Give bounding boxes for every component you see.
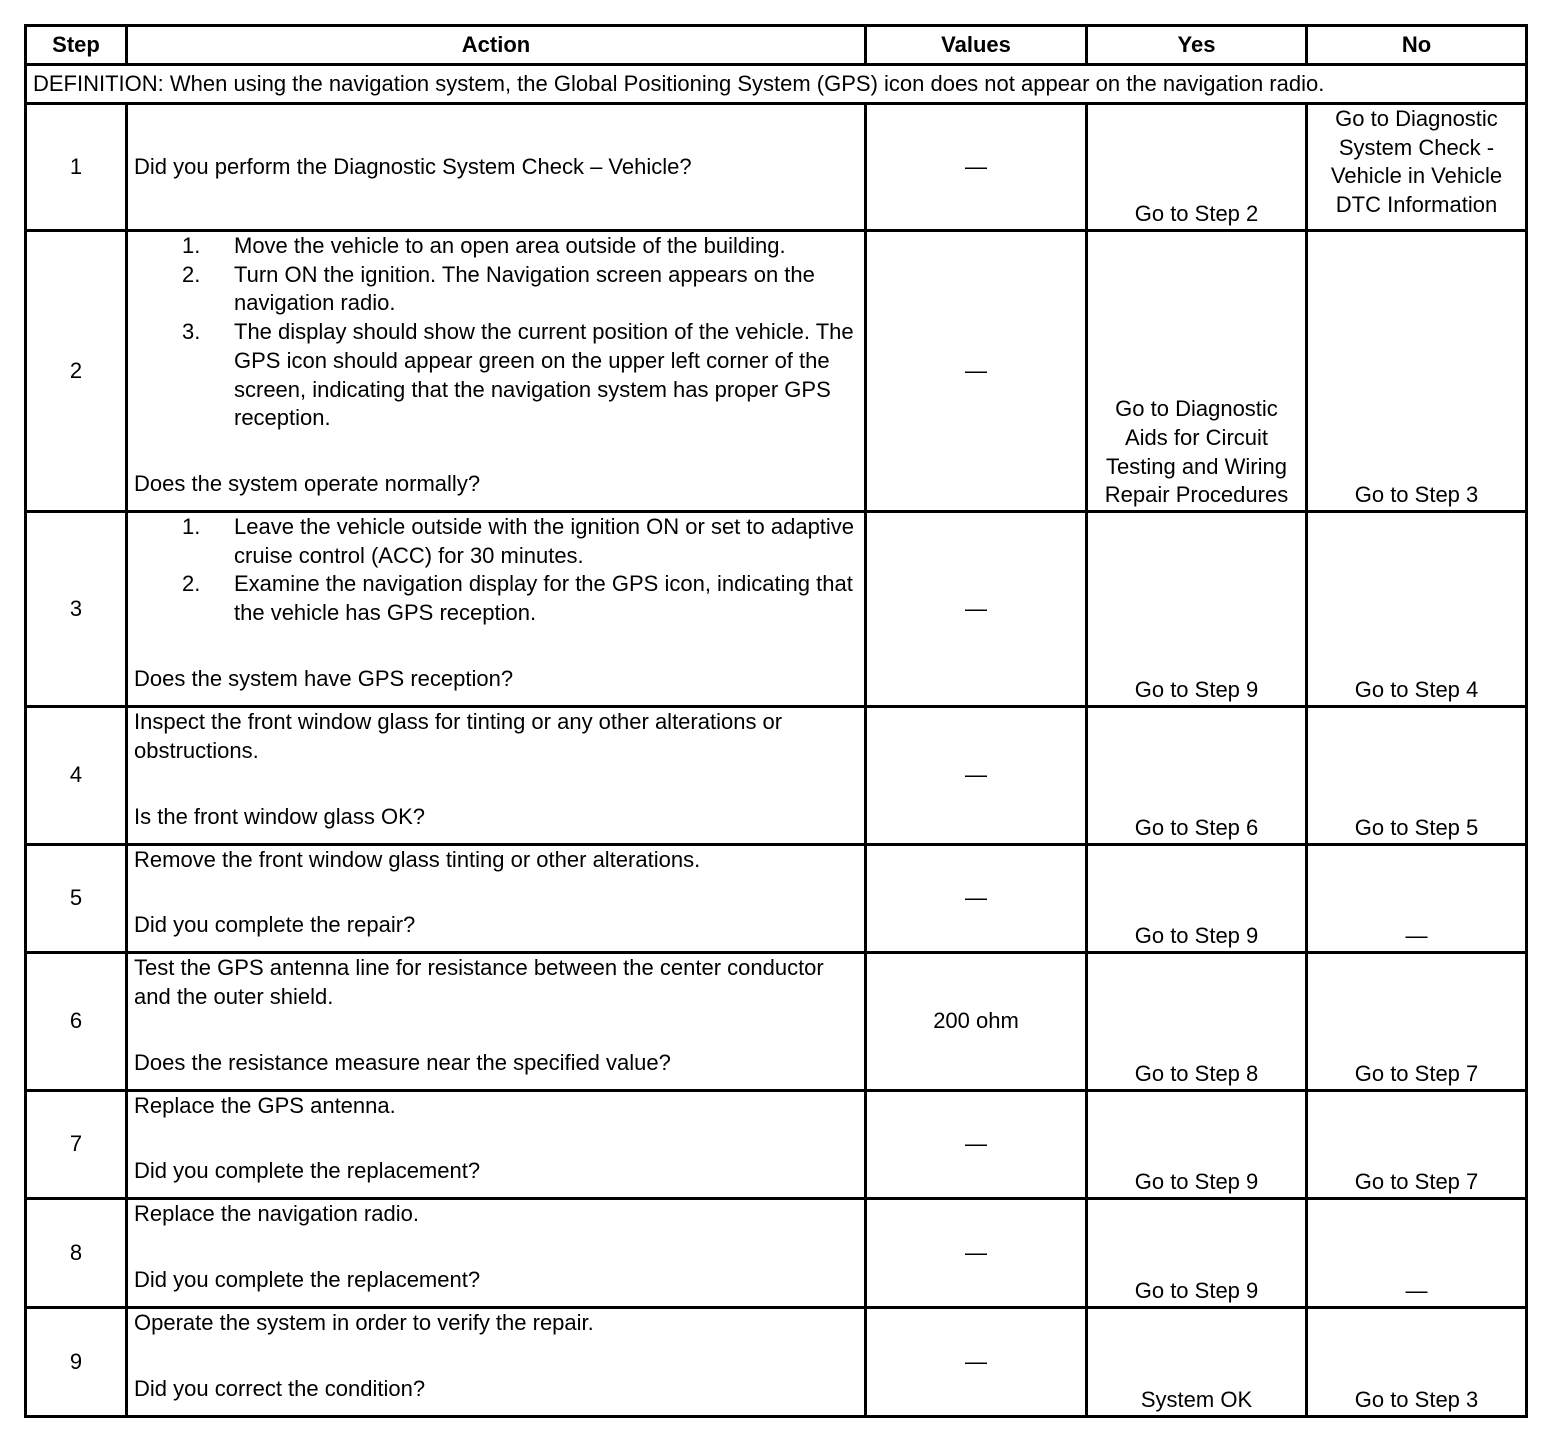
step-number: 5 [26,845,127,953]
substep-text: Leave the vehicle outside with the ignition ON or set to adaptive cruise control (ACC) for 30 minutes. [234,514,855,568]
step-number: 6 [26,953,127,1091]
yes-cell: Go to Step 9 [1087,512,1307,707]
action-cell [127,1308,866,1417]
substep-item [182,513,858,570]
no-cell: Go to Step 3 [1307,231,1527,512]
table-row [26,707,1527,845]
values-cell: — [866,1091,1087,1199]
values-cell: — [866,845,1087,953]
no-cell: — [1307,1199,1527,1308]
values-cell: — [866,231,1087,512]
yes-cell: System OK [1087,1308,1307,1417]
yes-cell: Go to Step 9 [1087,845,1307,953]
action-question: Does the system operate normally? [134,471,481,497]
values-cell: — [866,104,1087,231]
no-cell: — [1307,845,1527,953]
table-row [26,953,1527,1091]
action-cell [127,953,866,1091]
yes-cell: Go to Step 9 [1087,1091,1307,1199]
action-content [134,708,858,832]
yes-cell: Go to Step 2 [1087,104,1307,231]
action-cell [127,707,866,845]
no-cell: Go to Step 7 [1307,953,1527,1091]
action-content [134,1200,858,1295]
action-cell [127,231,866,512]
values-cell: — [866,512,1087,707]
action-content [134,232,858,499]
action-instructions [134,153,858,182]
action-cell [127,1199,866,1308]
step-number: 8 [26,1199,127,1308]
action-cell [127,1091,866,1199]
yes-cell: Go to Step 8 [1087,953,1307,1091]
action-content [134,1092,858,1186]
action-instructions [134,846,858,875]
action-content [134,1309,858,1404]
values-cell: — [866,707,1087,845]
header-action: Action [127,26,866,65]
header-yes: Yes [1087,26,1307,65]
yes-cell: Go to Diagnostic Aids for Circuit Testing and Wiring Repair Procedures [1087,231,1307,512]
step-number: 4 [26,707,127,845]
no-cell: Go to Step 5 [1307,707,1527,845]
step-number: 7 [26,1091,127,1199]
step-number: 2 [26,231,127,512]
action-question: Did you complete the replacement? [134,1267,481,1293]
substep-text: The display should show the current position of the vehicle. The GPS icon should appear green on the upper left corner of the screen, indicating that the navigation system has proper GPS reception. [234,319,854,431]
substep-item [182,261,858,318]
action-content [134,846,858,940]
diagnostic-table [24,24,1528,1418]
action-content [134,954,858,1078]
action-text: Operate the system in order to verify the repair. [134,1310,594,1335]
substep-item [182,570,858,627]
action-instructions [134,513,858,628]
action-content [134,513,858,694]
values-cell: 200 ohm [866,953,1087,1091]
substep-list [134,513,858,628]
step-number: 9 [26,1308,127,1417]
action-text: Inspect the front window glass for tinting or any other alterations or obstructions. [134,709,783,763]
action-instructions [134,1309,858,1338]
substep-number: 3. [182,319,201,345]
action-question: Does the system have GPS reception? [134,666,514,692]
substep-text: Move the vehicle to an open area outside of the building. [234,233,786,258]
action-text: Test the GPS antenna line for resistance between the center conductor and the outer shield. [134,955,824,1009]
action-question: Did you correct the condition? [134,1376,426,1402]
action-question: Did you complete the repair? [134,912,416,938]
substep-item [182,232,858,261]
yes-cell: Go to Step 6 [1087,707,1307,845]
action-question: Did you complete the replacement? [134,1158,481,1184]
action-cell [127,845,866,953]
header-step: Step [26,26,127,65]
no-cell: Go to Step 4 [1307,512,1527,707]
action-cell [127,512,866,707]
substep-number: 1. [182,514,201,539]
action-instructions [134,1092,858,1121]
action-instructions [134,232,858,433]
table-row [26,845,1527,953]
action-instructions [134,1200,858,1229]
action-text: Did you perform the Diagnostic System Check – Vehicle? [134,153,692,179]
action-content [134,111,858,224]
table-row [26,104,1527,231]
definition-row [26,65,1527,104]
action-text: Replace the navigation radio. [134,1201,419,1226]
header-row [26,26,1527,65]
action-instructions [134,708,858,765]
table-row [26,1308,1527,1417]
values-cell: — [866,1308,1087,1417]
table-row [26,512,1527,707]
step-number: 1 [26,104,127,231]
header-no: No [1307,26,1527,65]
substep-list [134,232,858,433]
substep-number: 1. [182,233,201,258]
substep-text: Examine the navigation display for the GPS icon, indicating that the vehicle has GPS reception. [234,571,853,626]
header-values: Values [866,26,1087,65]
action-text: Remove the front window glass tinting or other alterations. [134,847,701,872]
action-instructions [134,954,858,1011]
action-text: Replace the GPS antenna. [134,1093,396,1118]
yes-cell: Go to Step 9 [1087,1199,1307,1308]
values-cell: — [866,1199,1087,1308]
no-cell: Go to Step 7 [1307,1091,1527,1199]
substep-text: Turn ON the ignition. The Navigation screen appears on the navigation radio. [234,261,815,316]
action-cell [127,104,866,231]
definition-text: DEFINITION: When using the navigation system, the Global Positioning System (GPS) icon does not appear on the navigation radio. [26,65,1527,104]
substep-number: 2. [182,261,201,287]
step-number: 3 [26,512,127,707]
no-cell: Go to Diagnostic System Check - Vehicle in Vehicle DTC Information [1307,104,1527,231]
action-question: Is the front window glass OK? [134,804,426,830]
table-row [26,1199,1527,1308]
substep-item [182,318,858,433]
table-row [26,1091,1527,1199]
table-row [26,231,1527,512]
action-question: Does the resistance measure near the specified value? [134,1050,671,1076]
substep-number: 2. [182,571,201,597]
no-cell: Go to Step 3 [1307,1308,1527,1417]
